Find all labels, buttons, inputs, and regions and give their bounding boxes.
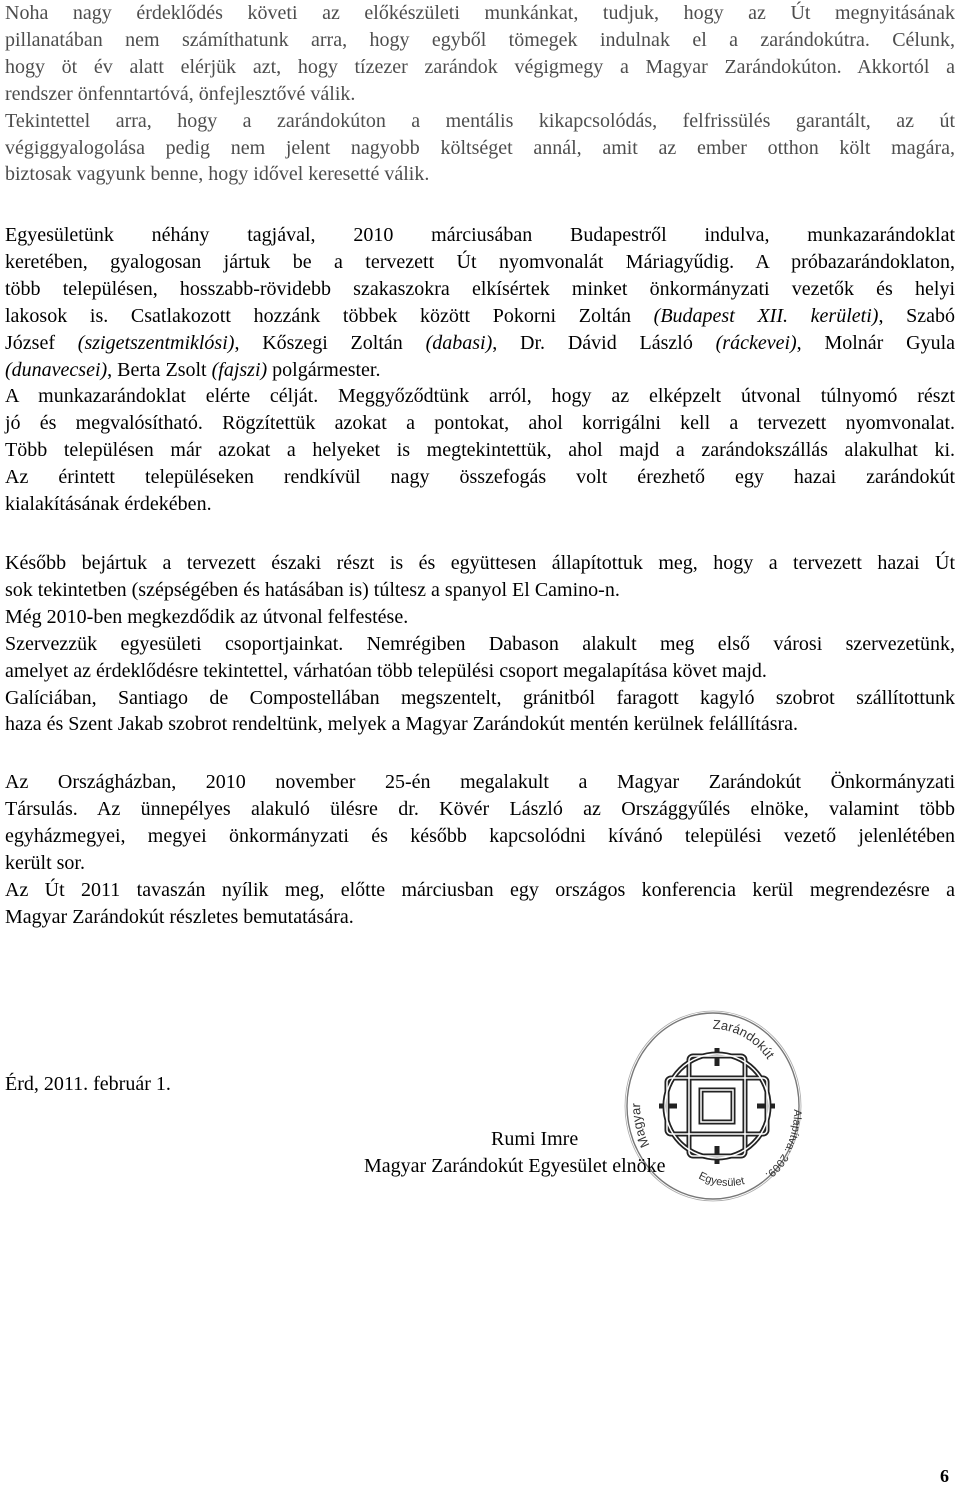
text-run-italic: (fajszi) [211,358,268,381]
text-run: , Molnár Gyula [796,331,956,354]
text-line: kialakításának érdekében. [5,493,212,516]
text-run: , Dr. Dávid László [492,331,716,354]
text-line: Tekintettel arra, hogy a zarándokúton a mentális kikapcsolódás, felfrissülés garantált, az út [5,109,955,132]
text-line: amelyet az érdeklődésre tekintettel, várhatóan több települési csoport megalapítása követ majd. [5,659,767,682]
text-run: , Szabó [878,304,956,327]
text-line: haza és Szent Jakab szobrot rendeltünk, melyek a Magyar Zarándokút mentén kerülnek felállításra. [5,713,799,736]
stamp-bottom-text: Egyesület [696,1169,746,1190]
text-run: József [5,331,78,354]
text-line: több településen, hosszabb-rövidebb szakaszokra elkísértek minket önkormányzati vezetők és helyi [5,277,955,300]
text-line: Még 2010-ben megkezdődik az útvonal felfestése. [5,605,409,628]
text-line [5,357,955,384]
text-line: Szervezzük egyesületi csoportjainkat. Nemrégiben Dabason alakult meg első városi szervezetünk, [5,632,955,655]
text-line: végiggyalogolása pedig nem jelent nagyobb költséget annál, amit az ember otthon költ magára, [5,136,955,159]
text-line: Az Út 2011 tavaszán nyílik meg, előtte márciusban egy országos konferencia kerül megrendezésre a [5,878,955,901]
text-line: sok tekintetben (szépségében és hatásában is) túltesz a spanyol El Camino-n. [5,578,620,601]
text-line: Több településen már azokat a helyeket is megtekintettük, ahol majd a zarándokszállás alakulhat ki. [5,439,955,462]
text-run-italic: (dabasi) [425,331,493,354]
text-line: keretében, gyalogosan jártuk be a tervezett Út nyomvonalát Máriagyűdig. A próbazarándoklaton, [5,250,955,273]
text-run-italic: (szigetszentmiklósi) [77,331,235,354]
text-run: , Berta Zsolt [107,358,212,381]
text-line: pillanatában nem számíthatunk arra, hogy egyből tömegek indulnak el a zarándokútra. Célunk, [5,28,955,51]
text-run: polgármester. [267,358,381,381]
text-line: A munkazarándoklat elérte célját. Meggyőződtünk arról, hogy az elképzelt útvonal túlnyomó részt [5,385,955,408]
text-line: rendszer önfenntartóvá, önfejlesztővé válik. [5,82,356,105]
paragraph-northern-section [5,550,955,738]
text-line: Az Országházban, 2010 november 25-én megalakult a Magyar Zarándokút Önkormányzati [5,771,955,793]
text-line: Társulás. Az ünnepélyes alakuló ülésre dr. Kövér László az Országgyűlés elnöke, valamint több [5,797,955,820]
paragraph-parliament [5,769,955,930]
signatory-name: Rumi Imre [491,1128,579,1150]
text-line: egyházmegyei, megyei önkormányzati és később kapcsolódni kívánó települési vezető jelenlétében [5,824,955,847]
text-run: , Kőszegi Zoltán [234,331,426,354]
text-line: Noha nagy érdeklődés követi az előkészületi munkánkat, tudjuk, hogy az Út megnyitásának [5,2,955,24]
stamp-top-text: Zarándokút [712,1016,778,1062]
text-line: Az érintett településeken rendkívül nagy összefogás volt érezhető egy hazai zarándokút [5,466,955,489]
text-line: Galíciában, Santiago de Compostellában megszentelt, gránitból faragott kagyló szobrot szállítottunk [5,686,955,709]
text-run: lakosok is. Csatlakozott hozzánk többek között Pokorni Zoltán [5,304,654,327]
text-line [5,303,955,330]
text-line: Egyesületünk néhány tagjával, 2010 márciusában Budapestről indulva, munkazarándoklat [5,224,955,246]
place-date: Érd, 2011. február 1. [5,1073,171,1095]
text-run-italic: (dunavecsei) [5,358,108,381]
stamp-right-text: Alapítva: 2009. [763,1109,803,1182]
paragraph-intro [5,0,955,188]
text-line: hogy öt év alatt elérjük azt, hogy tízezer zarándok végigmegy a Magyar Zarándokúton. Akkortól a [5,55,955,78]
text-run-italic: (ráckevei) [715,331,797,354]
text-line: Később bejártuk a tervezett északi részt is és együttesen állapítottuk meg, hogy a tervezett hazai Út [5,552,955,574]
paragraph-work-pilgrimage [5,222,955,518]
stamp-left-text: Magyar [628,1103,653,1151]
text-line: került sor. [5,851,85,874]
signatory-title: Magyar Zarándokút Egyesület elnöke [364,1155,666,1177]
text-line [5,330,955,357]
text-line: Magyar Zarándokút részletes bemutatására. [5,905,354,928]
text-line: biztosak vagyunk benne, hogy idővel keresetté válik. [5,163,430,186]
text-line: jó és megvalósítható. Rögzítettük azokat a pontokat, ahol korrigálni kell a tervezett nyomvonalat. [5,412,955,435]
page-number: 6 [940,1466,949,1486]
text-run-italic: (Budapest XII. kerületi) [653,304,879,327]
